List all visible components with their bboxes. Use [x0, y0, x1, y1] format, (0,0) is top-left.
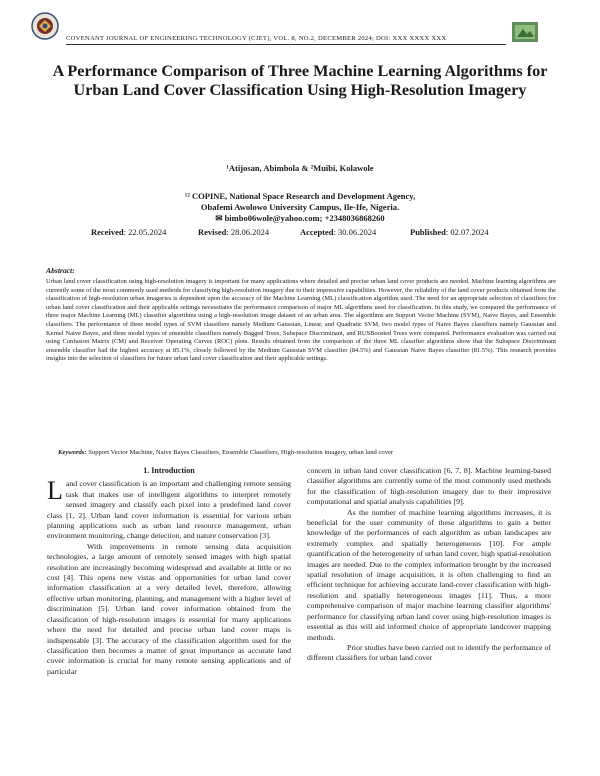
affiliation-block: [0, 191, 600, 224]
intro-paragraph-2: With improvements in remote sensing data acquisition technologies, a large amount of remotely sensed images with high spatial resolution are increasingly becoming widespread and available at little or no cost [4]. This opens new vistas and opportunities for urban land cover information classification at a very detailed level, therefore, allowing effective urban monitoring, planning, and management with a higher level of discrimination [5]. Urban land cover information obtained from the classification of high-resolution images is essential for many applications where the need for detailed and precise urban land cover maps is indispensable [3]. The accuracy of the classification algorithm used for the classification then becomes a matter of great importance as accurate land cover information is crucial for many remote sensing applications and of particular: [47, 541, 291, 676]
contact-line: [0, 213, 600, 224]
revised-date: Revised: 28.06.2024: [198, 227, 270, 237]
abstract-body: Urban land cover classification using high-resolution imagery is important for many applications where detailed and precise urban land cover products are needed. Machine learning algorithms are currently some of the most commonly used methods for classifying high-resolution imagery due to their impressive capabilities. However, the reliability of the land cover products obtained from the classification of high-resolution urban imageries is dependent upon the accuracy of the Machine Learning (ML) classification algorithm used. The need for an appropriate selection of classifiers for urban land cover classification and their applicable settings necessitates the performance comparison of major ML algorithms used for classification. In this study, we compared the performance of three major Machine Learning (ML) classifier algorithms using a high-resolution image dataset of an urban area. The algorithms are Support Vector Machine (SVM), Naive Bayes, and Ensemble classifiers. The performance of three model types of SVM classifiers namely Medium Gaussian, Linear, and Quadratic SVM, two model types of Naive Bayes classifiers namely Gaussian and Kernel Naive Bayes, and three model types of ensemble classifiers namely Bagged Trees, Subspace Discriminant, and RUSBoosted Trees were compared. Performance evaluation was carried out using Confusion Matrix (CM) and Receiver Operating Curves (ROC) plots. Results obtained from the comparison of the three ML classifier algorithms show that the Subspace Discriminant ensemble classifier had the highest accuracy at 85.1%, closely followed by the Medium Gaussian SVM classifier (84.5%) and Gaussian Naive Bayes classifier (81.5%). This research provides insights into the selection of classifiers for future urban land cover classification and their applicable settings.: [46, 278, 556, 363]
keywords-line: [58, 449, 548, 456]
paper-title: A Performance Comparison of Three Machine Learning Algorithms for Urban Land Cover Classification Using High-Resolution Imagery: [52, 62, 548, 99]
journal-logo: [512, 22, 538, 42]
left-column: [47, 458, 291, 677]
intro-paragraph-4: As the number of machine learning algorithms increases, it is beneficial for the user community of these algorithms to gain a better knowledge of the performances of each algorithm as urban landscapes are extremely complex and spatially heterogeneous [10]. For ample quantification of the heterogeneity of urban land cover, high spatial-resolution images are needed. Due to the complex information brought by the increased spatial resolution of image acquisition, it is often challenging to find an efficient technique for achieving accurate land-cover classification with high-resolution and spatially heterogeneous images [11]. Thus, a more comprehensive comparison of major machine learning classifier algorithms' performance for classifying urban land cover using high-resolution images is essential as this will aid informed choice of appropriate landcover mapping methods.: [307, 507, 551, 642]
author-line: ¹Atijosan, Abimbola & ²Muibi, Kolawole: [226, 163, 374, 173]
accepted-date: Accepted: 30.06.2024: [300, 227, 377, 237]
envelope-icon: ✉: [215, 213, 223, 223]
affiliation-line-1: ¹² COPINE, National Space Research and Development Agency,: [184, 191, 416, 201]
right-column: [307, 466, 551, 664]
received-date: Received: 22.05.2024: [91, 227, 167, 237]
section-heading-introduction: 1. Introduction: [143, 466, 195, 475]
published-date: Published: 02.07.2024: [410, 227, 489, 237]
intro-paragraph-5: Prior studies have been carried out to identify the performance of different classifiers for urban land cover: [307, 642, 551, 663]
keywords-label: Keywords:: [58, 449, 87, 456]
covenant-university-logo: [30, 11, 60, 41]
abstract-heading: Abstract:: [46, 266, 75, 275]
contact-text: bimbo06wole@yahoo.com; +2348036868260: [224, 213, 385, 223]
affiliation-line-2: Obafemi Awolowo University Campus, Ile-Ife, Nigeria.: [200, 202, 400, 212]
drop-cap: L: [47, 476, 63, 506]
intro-paragraph-1: Land cover classification is an important and challenging remote sensing task that makes use of intelligent algorithms to interpret remotely sensed imagery and classify each pixel into a predefined land cover class [1, 2]. Urban land cover information is essential for various urban planning applications such as urban land resource management, urban environment monitoring, change detection, and nature conservation [3].: [47, 476, 291, 541]
journal-header: COVENANT JOURNAL OF ENGINEERING TECHNOLOGY (CJET), VOL. 8, NO.2, DECEMBER 2024; DOI: XXX XXXX XXX: [66, 35, 447, 42]
keywords-text: Support Vector Machine, Naive Bayes Classifiers, Ensemble Classifiers, High-resolution imagery, urban land cover: [86, 449, 394, 456]
intro-paragraph-3: concern in urban land cover classification [6, 7, 8]. Machine learning-based classifier algorithms are currently some of the most commonly used methods for the classification of high-resolution imagery due to their impressive computational and spatial analysis capabilities [9].: [307, 466, 551, 507]
header-rule: [66, 44, 506, 45]
